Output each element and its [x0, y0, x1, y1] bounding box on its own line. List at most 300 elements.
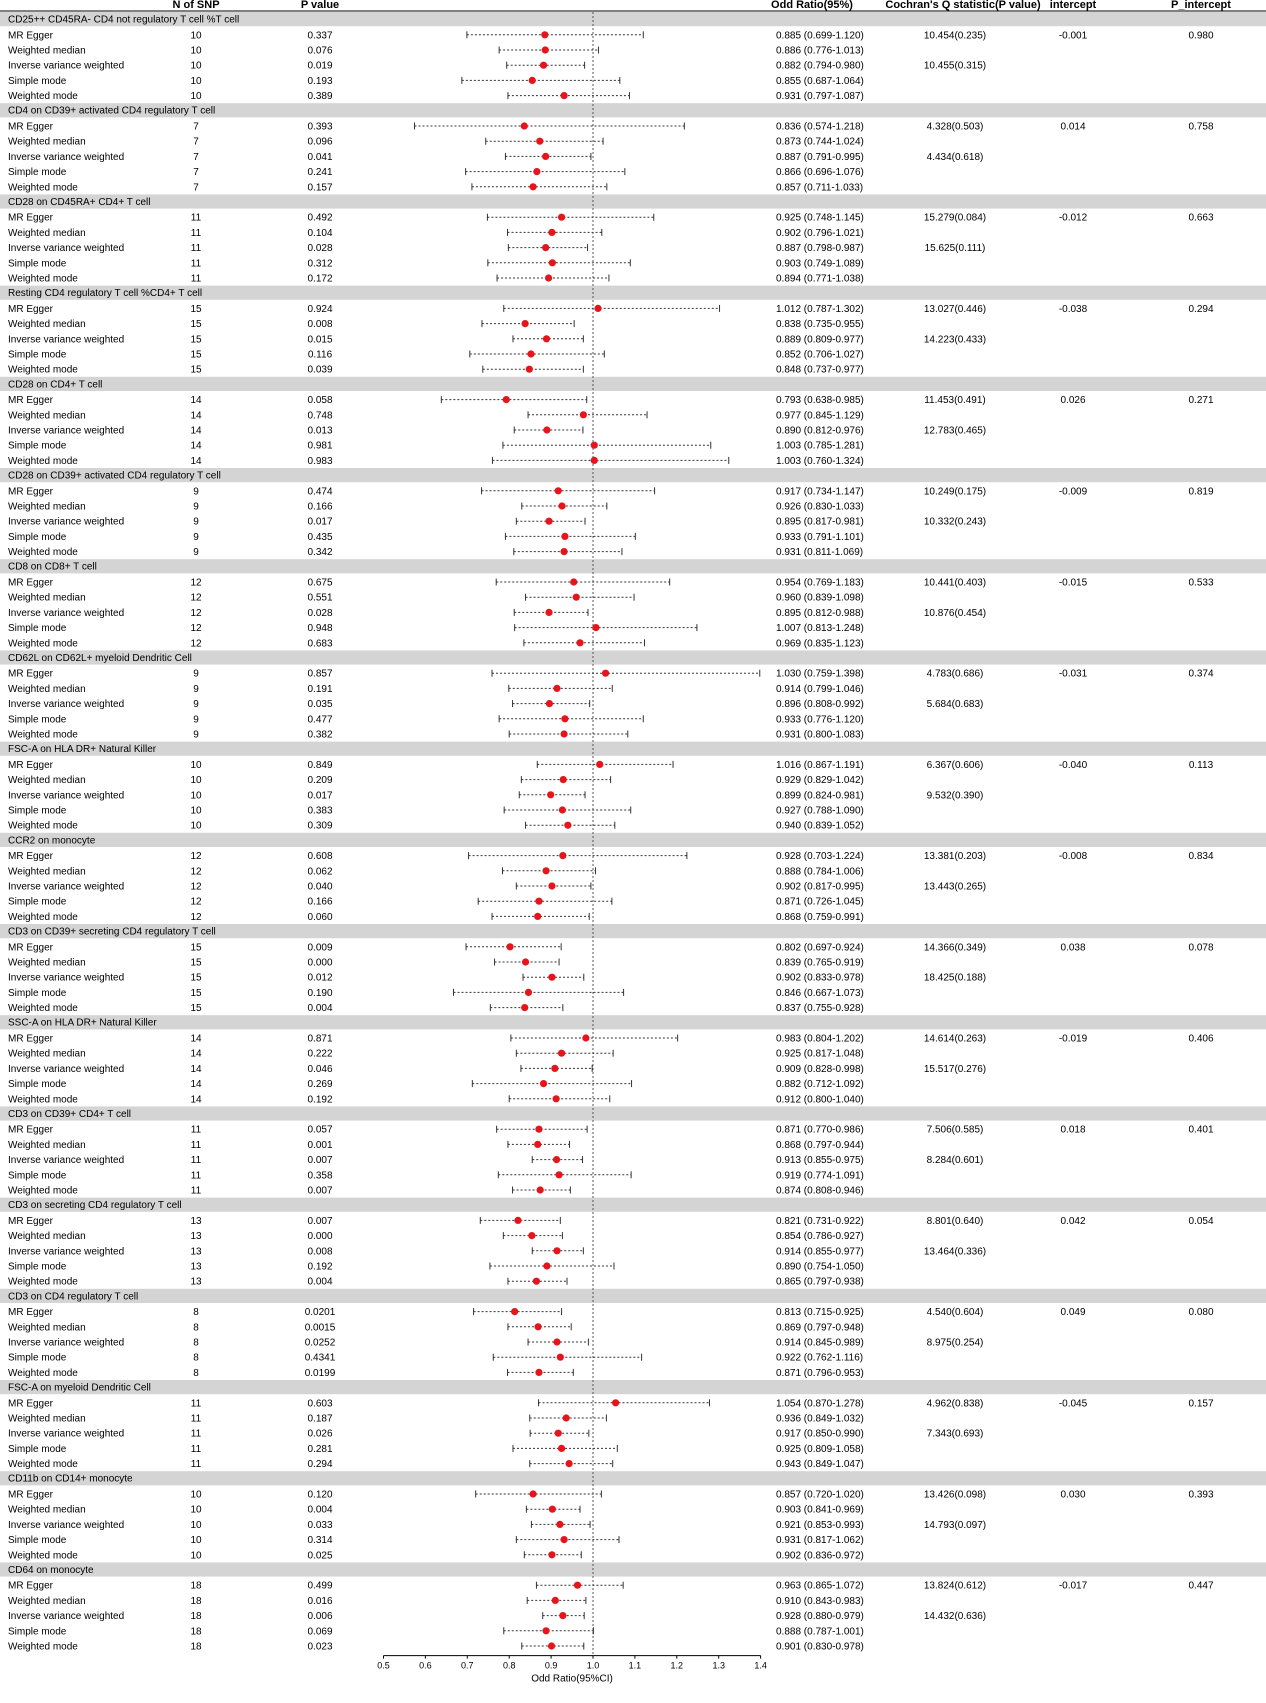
or-ci-value: 0.868 (0.759-0.991) — [776, 911, 864, 923]
pvalue-value: 0.008 — [307, 319, 333, 331]
or-point — [537, 1186, 544, 1193]
p-intercept-value: 0.078 — [1188, 942, 1214, 954]
intercept-value: -0.009 — [1058, 486, 1088, 498]
or-ci-value: 0.902 (0.836-0.972) — [776, 1550, 864, 1562]
or-ci-value: 0.914 (0.845-0.989) — [776, 1337, 864, 1349]
pvalue-value: 0.006 — [307, 1611, 333, 1623]
p-intercept-value: 0.819 — [1188, 486, 1214, 498]
nsnp-value: 11 — [190, 1170, 202, 1182]
method-label: MR Egger — [8, 303, 54, 315]
group-label: CD28 on CD39+ activated CD4 regulatory T cell — [8, 470, 221, 482]
method-label: Simple mode — [8, 1443, 67, 1455]
pvalue-value: 0.435 — [307, 531, 333, 543]
or-ci-value: 0.839 (0.765-0.919) — [776, 957, 864, 969]
or-point — [560, 92, 567, 99]
or-ci-value: 0.901 (0.830-0.978) — [776, 1641, 864, 1653]
header-nsnp: N of SNP — [172, 0, 220, 11]
pvalue-value: 0.269 — [307, 1079, 333, 1091]
or-ci-value: 0.912 (0.800-1.040) — [776, 1094, 864, 1106]
pvalue-value: 0.474 — [307, 486, 333, 498]
nsnp-value: 10 — [190, 1550, 202, 1562]
or-point — [576, 639, 583, 646]
pvalue-value: 0.748 — [307, 410, 333, 422]
method-label: MR Egger — [8, 759, 54, 771]
group-label: CD25++ CD45RA- CD4 not regulatory T cell %T cell — [8, 14, 240, 26]
or-ci-value: 0.885 (0.699-1.120) — [776, 30, 864, 42]
group-band — [0, 1471, 1266, 1485]
or-ci-value: 0.890 (0.754-1.050) — [776, 1261, 864, 1273]
or-point — [573, 594, 580, 601]
x-axis — [377, 1656, 767, 1671]
pvalue-value: 0.981 — [307, 440, 333, 452]
pvalue-value: 0.012 — [307, 972, 333, 984]
pvalue-value: 0.028 — [307, 243, 333, 255]
nsnp-value: 11 — [190, 1428, 202, 1440]
method-label: Weighted median — [8, 1048, 86, 1060]
pvalue-value: 0.4341 — [304, 1352, 336, 1364]
pvalue-value: 0.492 — [307, 212, 333, 224]
method-label: MR Egger — [8, 395, 54, 407]
or-ci-value: 1.054 (0.870-1.278) — [776, 1398, 864, 1410]
group-band — [0, 833, 1266, 847]
method-label: Simple mode — [8, 1170, 67, 1182]
method-label: MR Egger — [8, 577, 54, 589]
pvalue-value: 0.157 — [307, 182, 333, 194]
or-ci-value: 0.943 (0.849-1.047) — [776, 1459, 864, 1471]
method-label: Weighted mode — [8, 364, 78, 376]
p-intercept-value: 0.834 — [1188, 851, 1214, 863]
or-point — [612, 1399, 619, 1406]
method-label: Inverse variance weighted — [8, 1611, 125, 1623]
or-ci-value: 0.969 (0.835-1.123) — [776, 638, 864, 650]
or-ci-value: 1.003 (0.760-1.324) — [776, 455, 864, 467]
nsnp-value: 7 — [193, 121, 199, 133]
or-ci-value: 0.919 (0.774-1.091) — [776, 1170, 864, 1182]
pvalue-value: 0.172 — [307, 273, 333, 285]
nsnp-value: 12 — [190, 607, 202, 619]
cochran-q-value: 10.332(0.243) — [923, 516, 987, 528]
intercept-value: 0.026 — [1060, 395, 1086, 407]
pvalue-value: 0.166 — [307, 501, 333, 513]
intercept-value: -0.045 — [1058, 1398, 1088, 1410]
nsnp-value: 12 — [190, 851, 202, 863]
pvalue-value: 0.019 — [307, 60, 333, 72]
nsnp-value: 9 — [193, 486, 199, 498]
or-point — [545, 518, 552, 525]
or-point — [514, 1217, 521, 1224]
or-ci-value: 0.888 (0.787-1.001) — [776, 1626, 864, 1638]
p-intercept-value: 0.113 — [1188, 759, 1214, 771]
nsnp-value: 12 — [190, 638, 202, 650]
or-ci-value: 0.977 (0.845-1.129) — [776, 410, 864, 422]
or-ci-value: 0.931 (0.797-1.087) — [776, 91, 864, 103]
or-point — [535, 1369, 542, 1376]
or-ci-value: 0.928 (0.703-1.224) — [776, 851, 864, 863]
p-intercept-value: 0.374 — [1188, 668, 1214, 680]
cochran-q-value: 8.284(0.601) — [926, 1155, 984, 1167]
nsnp-value: 15 — [190, 1003, 202, 1015]
or-point — [526, 366, 533, 373]
nsnp-value: 14 — [190, 395, 202, 407]
or-ci-value: 0.888 (0.784-1.006) — [776, 866, 864, 878]
or-point — [521, 1004, 528, 1011]
or-point — [527, 350, 534, 357]
nsnp-value: 18 — [190, 1595, 202, 1607]
or-ci-value: 0.871 (0.726-1.045) — [776, 896, 864, 908]
or-ci-value: 0.954 (0.769-1.183) — [776, 577, 864, 589]
pvalue-value: 0.076 — [307, 45, 333, 57]
or-ci-value: 0.857 (0.720-1.020) — [776, 1489, 864, 1501]
or-point — [591, 457, 598, 464]
nsnp-value: 7 — [193, 151, 199, 163]
or-ci-value: 0.963 (0.865-1.072) — [776, 1580, 864, 1592]
group-label: CD8 on CD8+ T cell — [8, 561, 97, 573]
cochran-q-value: 14.366(0.349) — [923, 942, 987, 954]
method-label: Simple mode — [8, 258, 67, 270]
pvalue-value: 0.209 — [307, 775, 333, 787]
or-ci-value: 0.909 (0.828-0.998) — [776, 1063, 864, 1075]
cochran-q-value: 4.328(0.503) — [926, 121, 984, 133]
cochran-q-value: 14.223(0.433) — [923, 334, 987, 346]
nsnp-value: 13 — [190, 1215, 202, 1227]
pvalue-value: 0.046 — [307, 1063, 333, 1075]
pvalue-value: 0.337 — [307, 30, 333, 42]
or-point — [564, 822, 571, 829]
group-band — [0, 1198, 1266, 1212]
p-intercept-value: 0.406 — [1188, 1033, 1214, 1045]
nsnp-value: 10 — [190, 1489, 202, 1501]
or-point — [555, 1430, 562, 1437]
pvalue-value: 0.025 — [307, 1550, 333, 1562]
header-odds-ratio: Odd Ratio(95%) — [771, 0, 853, 11]
or-point — [548, 882, 555, 889]
intercept-value: -0.015 — [1058, 577, 1088, 589]
pvalue-value: 0.0201 — [304, 1307, 336, 1319]
group-band — [0, 377, 1266, 391]
or-point — [529, 1490, 536, 1497]
pvalue-value: 0.041 — [307, 151, 333, 163]
nsnp-value: 12 — [190, 577, 202, 589]
method-label: MR Egger — [8, 212, 54, 224]
intercept-value: -0.031 — [1058, 668, 1088, 680]
pvalue-value: 0.192 — [307, 1261, 333, 1273]
intercept-value: -0.012 — [1058, 212, 1088, 224]
method-label: Inverse variance weighted — [8, 243, 125, 255]
or-point — [535, 1126, 542, 1133]
or-point — [553, 1247, 560, 1254]
pvalue-value: 0.062 — [307, 866, 333, 878]
method-label: Weighted mode — [8, 455, 78, 467]
pvalue-value: 0.675 — [307, 577, 333, 589]
pvalue-value: 0.551 — [307, 592, 333, 604]
p-intercept-value: 0.401 — [1188, 1124, 1214, 1136]
nsnp-value: 11 — [190, 1124, 202, 1136]
group-label: FSC-A on HLA DR+ Natural Killer — [8, 744, 157, 756]
nsnp-value: 12 — [190, 592, 202, 604]
column-headers — [172, 0, 1231, 11]
or-point — [560, 1536, 567, 1543]
method-label: MR Egger — [8, 1033, 54, 1045]
or-point — [559, 806, 566, 813]
method-label: MR Egger — [8, 486, 54, 498]
or-ci-value: 0.848 (0.737-0.977) — [776, 364, 864, 376]
x-tick-label: 1.2 — [670, 1660, 684, 1671]
pvalue-value: 0.060 — [307, 911, 333, 923]
or-ci-value: 0.902 (0.796-1.021) — [776, 227, 864, 239]
group-label: CD3 on CD4 regulatory T cell — [8, 1291, 139, 1303]
or-ci-value: 0.928 (0.880-0.979) — [776, 1611, 864, 1623]
pvalue-value: 0.000 — [307, 957, 333, 969]
or-ci-value: 0.882 (0.712-1.092) — [776, 1079, 864, 1091]
cochran-q-value: 11.453(0.491) — [924, 395, 986, 407]
group-label: CD28 on CD4+ T cell — [8, 379, 103, 391]
group-band — [0, 194, 1266, 208]
or-ci-value: 0.914 (0.855-0.977) — [776, 1246, 864, 1258]
nsnp-value: 10 — [190, 60, 202, 72]
nsnp-value: 11 — [190, 227, 202, 239]
or-point — [592, 624, 599, 631]
or-ci-value: 0.813 (0.715-0.925) — [776, 1307, 864, 1319]
pvalue-value: 0.023 — [307, 1641, 333, 1653]
cochran-q-value: 14.793(0.097) — [923, 1519, 987, 1531]
pvalue-value: 0.281 — [307, 1443, 333, 1455]
pvalue-value: 0.120 — [307, 1489, 333, 1501]
p-intercept-value: 0.271 — [1188, 395, 1214, 407]
or-ci-value: 0.933 (0.791-1.101) — [776, 531, 864, 543]
nsnp-value: 10 — [190, 759, 202, 771]
group-label: SSC-A on HLA DR+ Natural Killer — [8, 1017, 157, 1029]
nsnp-value: 18 — [190, 1580, 202, 1592]
nsnp-value: 15 — [190, 349, 202, 361]
pvalue-value: 0.116 — [307, 349, 333, 361]
group-label: CD11b on CD14+ monocyte — [8, 1473, 133, 1485]
pvalue-value: 0.358 — [307, 1170, 333, 1182]
or-ci-value: 0.869 (0.797-0.948) — [776, 1322, 864, 1334]
pvalue-value: 0.193 — [307, 75, 333, 87]
nsnp-value: 8 — [193, 1337, 199, 1349]
method-label: Weighted mode — [8, 911, 78, 923]
pvalue-value: 0.017 — [307, 516, 333, 528]
cochran-q-value: 15.625(0.111) — [924, 243, 986, 255]
or-point — [559, 1612, 566, 1619]
nsnp-value: 10 — [190, 1519, 202, 1531]
cochran-q-value: 8.975(0.254) — [926, 1337, 984, 1349]
or-ci-value: 0.868 (0.797-0.944) — [776, 1139, 864, 1151]
method-label: MR Egger — [8, 668, 54, 680]
or-ci-value: 0.929 (0.829-1.042) — [776, 775, 864, 787]
method-label: Weighted mode — [8, 638, 78, 650]
or-point — [566, 1460, 573, 1467]
group-label: CD62L on CD62L+ myeloid Dendritic Cell — [8, 652, 192, 664]
or-ci-value: 0.917 (0.850-0.990) — [776, 1428, 864, 1440]
or-point — [542, 1627, 549, 1634]
or-ci-value: 1.007 (0.813-1.248) — [776, 623, 864, 635]
or-ci-value: 0.837 (0.755-0.928) — [776, 1003, 864, 1015]
nsnp-value: 18 — [190, 1641, 202, 1653]
nsnp-value: 9 — [193, 547, 199, 559]
or-ci-value: 0.865 (0.797-0.938) — [776, 1276, 864, 1288]
nsnp-value: 10 — [190, 820, 202, 832]
cochran-q-value: 10.454(0.235) — [923, 30, 987, 42]
method-label: Weighted median — [8, 319, 86, 331]
or-ci-value: 0.873 (0.744-1.024) — [776, 136, 864, 148]
or-ci-value: 0.821 (0.731-0.922) — [776, 1215, 864, 1227]
or-point — [563, 1414, 570, 1421]
pvalue-value: 0.871 — [307, 1033, 333, 1045]
nsnp-value: 11 — [190, 273, 202, 285]
or-ci-value: 0.866 (0.696-1.076) — [776, 167, 864, 179]
nsnp-value: 11 — [190, 243, 202, 255]
or-ci-value: 0.871 (0.796-0.953) — [776, 1367, 864, 1379]
or-point — [542, 46, 549, 53]
or-point — [548, 1551, 555, 1558]
method-label: Simple mode — [8, 714, 67, 726]
method-label: Weighted median — [8, 1413, 86, 1425]
or-ci-value: 0.882 (0.794-0.980) — [776, 60, 864, 72]
or-ci-value: 0.871 (0.770-0.986) — [776, 1124, 864, 1136]
nsnp-value: 12 — [190, 896, 202, 908]
or-point — [543, 1262, 550, 1269]
pvalue-value: 0.035 — [307, 699, 333, 711]
nsnp-value: 14 — [190, 1048, 202, 1060]
or-ci-value: 0.895 (0.817-0.981) — [776, 516, 864, 528]
or-point — [541, 31, 548, 38]
or-ci-value: 0.922 (0.762-1.116) — [776, 1352, 864, 1364]
method-label: Inverse variance weighted — [8, 334, 125, 346]
group-band — [0, 1015, 1266, 1029]
nsnp-value: 9 — [193, 729, 199, 741]
pvalue-value: 0.393 — [307, 121, 333, 133]
method-label: Weighted mode — [8, 1367, 78, 1379]
or-ci-value: 0.925 (0.748-1.145) — [776, 212, 864, 224]
or-ci-value: 0.931 (0.811-1.069) — [776, 547, 864, 559]
or-ci-value: 0.902 (0.833-0.978) — [776, 972, 864, 984]
group-band — [0, 1380, 1266, 1394]
pvalue-value: 0.001 — [307, 1139, 333, 1151]
pvalue-value: 0.009 — [307, 942, 333, 954]
nsnp-value: 9 — [193, 668, 199, 680]
or-ci-value: 0.926 (0.830-1.033) — [776, 501, 864, 513]
or-point — [582, 1034, 589, 1041]
method-label: Weighted median — [8, 136, 86, 148]
method-label: Simple mode — [8, 623, 67, 635]
pvalue-value: 0.015 — [307, 334, 333, 346]
method-label: MR Egger — [8, 851, 54, 863]
cochran-q-value: 13.824(0.612) — [923, 1580, 987, 1592]
or-point — [503, 396, 510, 403]
p-intercept-value: 0.157 — [1188, 1398, 1214, 1410]
pvalue-value: 0.007 — [307, 1215, 333, 1227]
pvalue-value: 0.499 — [307, 1580, 333, 1592]
or-point — [534, 913, 541, 920]
or-point — [511, 1308, 518, 1315]
nsnp-value: 14 — [190, 455, 202, 467]
or-point — [533, 1278, 540, 1285]
method-label: Simple mode — [8, 1626, 67, 1638]
method-label: Weighted mode — [8, 273, 78, 285]
or-point — [559, 852, 566, 859]
or-ci-value: 0.983 (0.804-1.202) — [776, 1033, 864, 1045]
nsnp-value: 10 — [190, 775, 202, 787]
p-intercept-value: 0.294 — [1188, 303, 1214, 315]
nsnp-value: 12 — [190, 866, 202, 878]
header-p-intercept: P_intercept — [1171, 0, 1231, 11]
x-tick-label: 1.4 — [754, 1660, 767, 1671]
nsnp-value: 14 — [190, 440, 202, 452]
group-label: FSC-A on myeloid Dendritic Cell — [8, 1382, 151, 1394]
method-label: Weighted mode — [8, 729, 78, 741]
pvalue-value: 0.004 — [307, 1276, 333, 1288]
pvalue-value: 0.0252 — [304, 1337, 336, 1349]
or-point — [549, 259, 556, 266]
nsnp-value: 11 — [190, 258, 202, 270]
cochran-q-value: 4.962(0.838) — [926, 1398, 984, 1410]
or-point — [535, 898, 542, 905]
cochran-q-value: 8.801(0.640) — [926, 1215, 984, 1227]
nsnp-value: 9 — [193, 501, 199, 513]
group-band — [0, 742, 1266, 756]
method-label: Inverse variance weighted — [8, 1063, 125, 1075]
nsnp-value: 13 — [190, 1231, 202, 1243]
or-point — [594, 305, 601, 312]
or-ci-value: 0.914 (0.799-1.046) — [776, 683, 864, 695]
method-label: Inverse variance weighted — [8, 1428, 125, 1440]
x-tick-label: 0.5 — [377, 1660, 390, 1671]
group-band — [0, 559, 1266, 573]
or-point — [542, 153, 549, 160]
cochran-q-value: 10.249(0.175) — [923, 486, 987, 498]
or-point — [549, 1506, 556, 1513]
or-ci-value: 0.921 (0.853-0.993) — [776, 1519, 864, 1531]
nsnp-value: 15 — [190, 957, 202, 969]
or-point — [553, 1338, 560, 1345]
pvalue-value: 0.166 — [307, 896, 333, 908]
nsnp-value: 10 — [190, 45, 202, 57]
method-label: Weighted median — [8, 501, 86, 513]
method-label: Weighted mode — [8, 1641, 78, 1653]
nsnp-value: 15 — [190, 319, 202, 331]
method-label: Inverse variance weighted — [8, 972, 125, 984]
or-ci-value: 0.846 (0.667-1.073) — [776, 987, 864, 999]
method-label: Weighted median — [8, 410, 86, 422]
or-point — [553, 1095, 560, 1102]
header-cochran-q: Cochran's Q statistic(P value) — [885, 0, 1041, 11]
group-label: CD4 on CD39+ activated CD4 regulatory T cell — [8, 105, 216, 117]
nsnp-value: 12 — [190, 623, 202, 635]
cochran-q-value: 15.279(0.084) — [923, 212, 987, 224]
method-label: Weighted mode — [8, 182, 78, 194]
group-band — [0, 1106, 1266, 1120]
group-label: Resting CD4 regulatory T cell %CD4+ T cell — [8, 288, 203, 300]
cochran-q-value: 13.426(0.098) — [923, 1489, 987, 1501]
cochran-q-value: 13.464(0.336) — [923, 1246, 987, 1258]
intercept-value: 0.042 — [1060, 1215, 1086, 1227]
nsnp-value: 8 — [193, 1367, 199, 1379]
nsnp-value: 14 — [190, 410, 202, 422]
or-ci-value: 0.855 (0.687-1.064) — [776, 75, 864, 87]
intercept-value: 0.018 — [1060, 1124, 1086, 1136]
nsnp-value: 13 — [190, 1276, 202, 1288]
method-label: Weighted median — [8, 592, 86, 604]
nsnp-value: 14 — [190, 1094, 202, 1106]
cochran-q-value: 13.381(0.203) — [923, 851, 987, 863]
method-label: Weighted median — [8, 45, 86, 57]
pvalue-value: 0.057 — [307, 1124, 333, 1136]
or-point — [548, 1642, 555, 1649]
or-point — [558, 1445, 565, 1452]
cochran-q-value: 5.684(0.683) — [926, 699, 984, 711]
pvalue-value: 0.241 — [307, 167, 333, 179]
